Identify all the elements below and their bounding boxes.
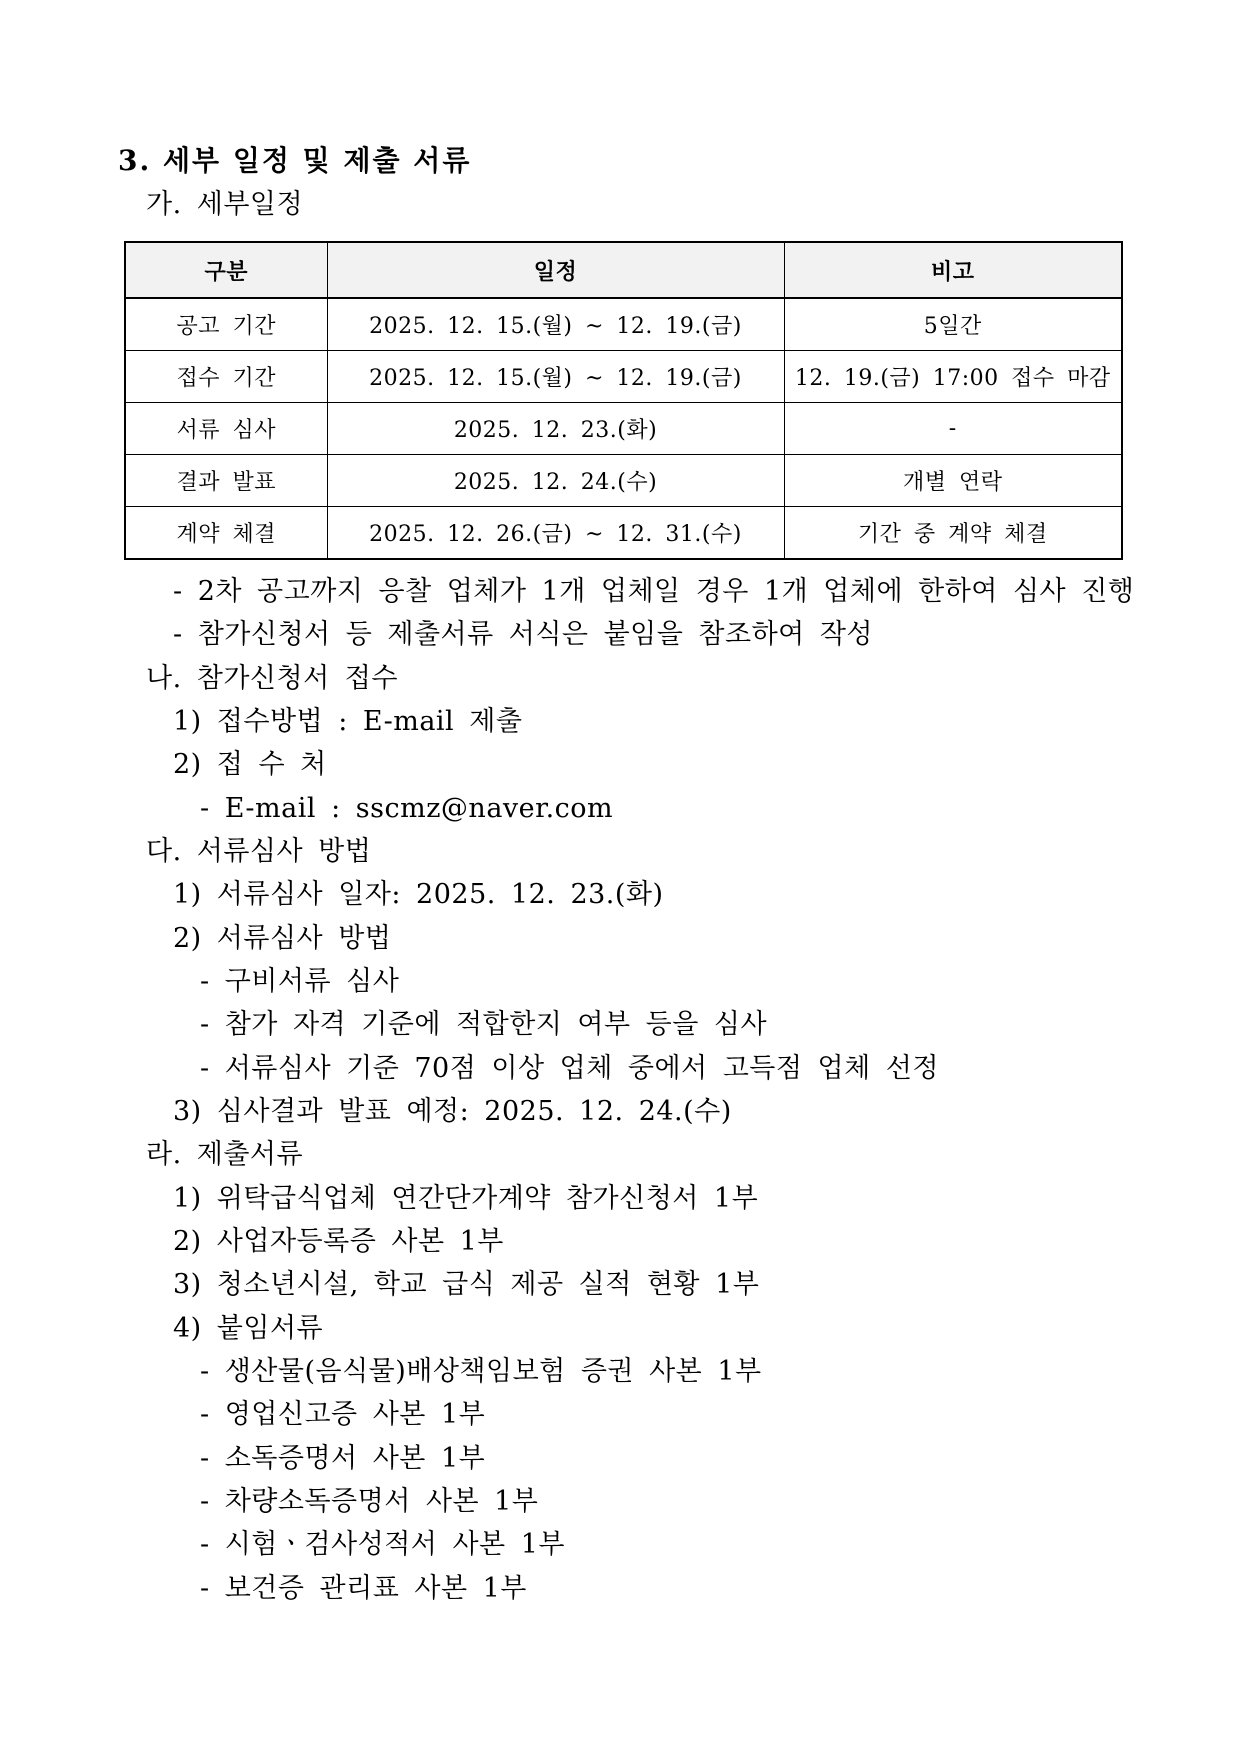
attachment-item: - 영업신고증 사본 1부 xyxy=(200,1399,486,1430)
schedule-table xyxy=(124,241,1123,560)
table-header-schedule: 일정 xyxy=(327,242,784,298)
table-cell: 2025. 12. 26.(금) ~ 12. 31.(수) xyxy=(327,507,784,560)
table-cell: 결과 발표 xyxy=(125,455,327,507)
list-item: 4) 붙임서류 xyxy=(173,1313,324,1344)
note-line: - 참가신청서 등 제출서류 서식은 붙임을 참조하여 작성 xyxy=(173,619,874,650)
table-cell: 개별 연락 xyxy=(784,455,1122,507)
table-cell: 2025. 12. 24.(수) xyxy=(327,455,784,507)
table-row xyxy=(125,351,1122,403)
review-result-date: 3) 심사결과 발표 예정: 2025. 12. 24.(수) xyxy=(173,1096,732,1127)
table-row xyxy=(125,298,1122,351)
submission-method: 1) 접수방법 : E-mail 제출 xyxy=(173,706,523,737)
list-item: - 구비서류 심사 xyxy=(200,966,400,997)
table-row xyxy=(125,507,1122,560)
heading-ga: 가. 세부일정 xyxy=(146,189,304,220)
heading-da: 다. 서류심사 방법 xyxy=(146,836,372,867)
submission-place: 2) 접 수 처 xyxy=(173,749,327,780)
list-item: - 참가 자격 기준에 적합한지 여부 등을 심사 xyxy=(200,1009,768,1040)
table-row xyxy=(125,403,1122,455)
list-item: 1) 위탁급식업체 연간단가계약 참가신청서 1부 xyxy=(173,1183,759,1214)
attachment-item: - 소독증명서 사본 1부 xyxy=(200,1443,486,1474)
list-item: 2) 사업자등록증 사본 1부 xyxy=(173,1226,504,1257)
attachment-item: - 보건증 관리표 사본 1부 xyxy=(200,1573,527,1604)
section-title: 3. 세부 일정 및 제출 서류 xyxy=(118,144,472,177)
table-cell: 2025. 12. 15.(월) ~ 12. 19.(금) xyxy=(327,298,784,351)
attachment-item: - 차량소독증명서 사본 1부 xyxy=(200,1486,539,1517)
table-header-remarks: 비고 xyxy=(784,242,1122,298)
list-item: - 서류심사 기준 70점 이상 업체 중에서 고득점 업체 선정 xyxy=(200,1053,939,1084)
table-cell: - xyxy=(784,403,1122,455)
heading-ra: 라. 제출서류 xyxy=(146,1139,304,1170)
attachment-item: - 시험ㆍ검사성적서 사본 1부 xyxy=(200,1529,565,1560)
table-row xyxy=(125,455,1122,507)
table-cell: 공고 기간 xyxy=(125,298,327,351)
table-cell: 2025. 12. 23.(화) xyxy=(327,403,784,455)
review-date: 1) 서류심사 일자: 2025. 12. 23.(화) xyxy=(173,879,664,910)
review-method-title: 2) 서류심사 방법 xyxy=(173,923,392,954)
submission-email: - E-mail : sscmz@naver.com xyxy=(200,793,614,824)
note-line: - 2차 공고까지 응찰 업체가 1개 업체일 경우 1개 업체에 한하여 심사 진행 xyxy=(173,576,1135,607)
table-cell: 5일간 xyxy=(784,298,1122,351)
table-cell: 기간 중 계약 체결 xyxy=(784,507,1122,560)
table-header-category: 구분 xyxy=(125,242,327,298)
table-cell: 계약 체결 xyxy=(125,507,327,560)
table-cell: 서류 심사 xyxy=(125,403,327,455)
table-cell: 12. 19.(금) 17:00 접수 마감 xyxy=(784,351,1122,403)
table-header-row xyxy=(125,242,1122,298)
heading-na: 나. 참가신청서 접수 xyxy=(146,663,398,694)
table-cell: 2025. 12. 15.(월) ~ 12. 19.(금) xyxy=(327,351,784,403)
list-item: 3) 청소년시설, 학교 급식 제공 실적 현황 1부 xyxy=(173,1269,760,1300)
table-cell: 접수 기간 xyxy=(125,351,327,403)
attachment-item: - 생산물(음식물)배상책임보험 증권 사본 1부 xyxy=(200,1356,762,1387)
